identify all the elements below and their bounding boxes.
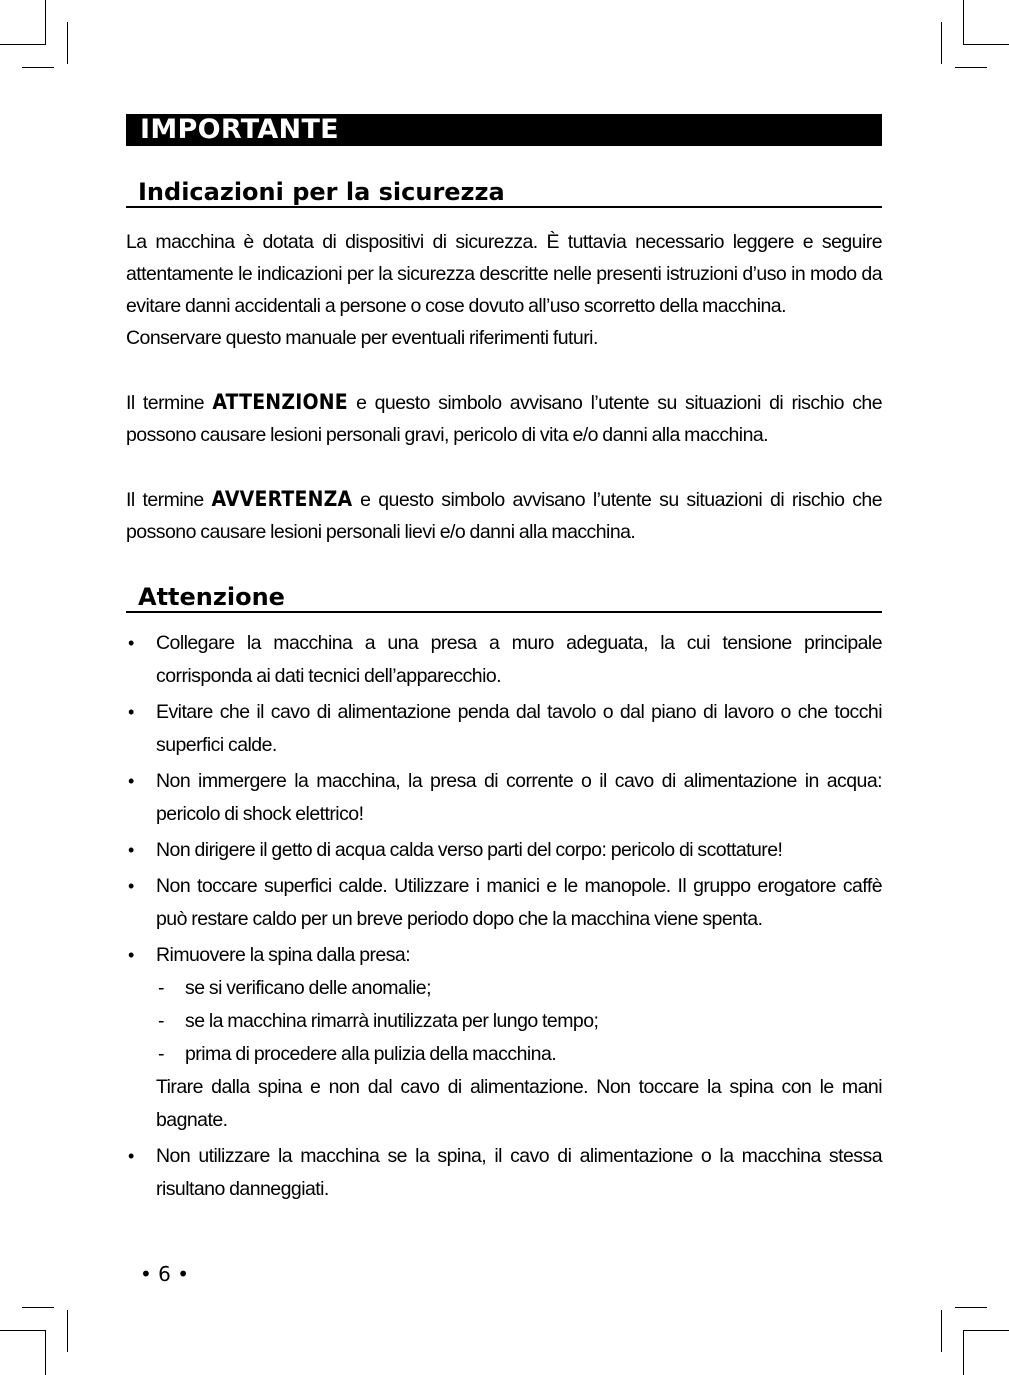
bullet-icon: • (128, 633, 134, 653)
section-banner (126, 114, 882, 146)
attention-list (126, 627, 882, 1209)
list-item-text: Evitare che il cavo di alimentazione penda dal tavolo o dal piano di lavoro o che tocchi superfici calde. (156, 701, 882, 756)
crop-mark (45, 0, 46, 44)
crop-mark (45, 1331, 46, 1375)
list-item-text: Non toccare superfici calde. Utilizzare i manici e le manopole. Il gruppo erogatore caffè può restare caldo per un breve periodo dopo che la macchina viene spenta. (156, 875, 882, 930)
warning-keyword: AVVERTENZA (211, 487, 353, 511)
crop-mark (963, 0, 964, 44)
crop-mark (0, 1330, 46, 1331)
warning-note-text: e questo simbolo avvisano l’utente su situazioni di rischio che possono causare lesioni personali lievi e/o danni alla macchina. (126, 489, 883, 543)
attention-note-prefix: Il termine (126, 392, 213, 414)
sub-list-item-text: prima di procedere alla pulizia della macchina. (185, 1043, 557, 1065)
keep-manual-text: Conservare questo manuale per eventuali riferimenti futuri. (126, 327, 598, 349)
list-item (126, 939, 882, 1137)
banner-title: IMPORTANTE (140, 114, 339, 145)
safety-intro-text: La macchina è dotata di dispositivi di sicurezza. È tuttavia necessario leggere e seguire attentamente le indicazioni per la sicurezza descritte nelle presenti istruzioni d’uso in modo da evitare danni accidentali a persone o cose dovuto all’uso scorretto della macchina. (126, 231, 882, 317)
attention-note (126, 386, 882, 451)
sub-list-item (156, 1038, 882, 1071)
crop-mark (67, 1310, 68, 1352)
list-item (126, 1140, 882, 1206)
list-item-text: Non dirigere il getto di acqua calda verso parti del corpo: pericolo di scottature! (156, 839, 783, 861)
crop-mark (955, 1307, 987, 1308)
sub-list-item (156, 1005, 882, 1038)
crop-mark (941, 22, 942, 64)
bullet-icon: • (128, 876, 134, 896)
dash-icon: - (158, 1043, 164, 1065)
bullet-icon: • (128, 1146, 134, 1166)
crop-mark (963, 1330, 1009, 1331)
crop-mark (955, 67, 987, 68)
attention-heading: Attenzione (126, 583, 882, 613)
sub-list-item (156, 972, 882, 1005)
crop-mark (941, 1310, 942, 1352)
crop-mark (22, 1307, 54, 1308)
list-item-text: Collegare la macchina a una presa a muro adeguata, la cui tensione principale corrisponda ai dati tecnici dell’apparecchio. (156, 632, 882, 687)
bullet-icon: • (128, 702, 134, 722)
safety-heading: Indicazioni per la sicurezza (126, 178, 882, 208)
dash-icon: - (158, 977, 164, 999)
crop-mark (963, 1331, 964, 1375)
attention-keyword: ATTENZIONE (212, 390, 348, 414)
unplug-sublist (156, 972, 882, 1071)
crop-mark (22, 67, 54, 68)
list-item (126, 834, 882, 867)
list-item (126, 765, 882, 831)
dash-icon: - (158, 1010, 164, 1032)
list-item-text: Non immergere la macchina, la presa di corrente o il cavo di alimentazione in acqua: pericolo di shock elettrico! (156, 770, 882, 825)
sub-list-item-text: se si verificano delle anomalie; (185, 977, 431, 999)
crop-mark (67, 22, 68, 64)
sub-list-item-text: se la macchina rimarrà inutilizzata per lungo tempo; (185, 1010, 599, 1032)
crop-mark (963, 44, 1009, 45)
unplug-note: Tirare dalla spina e non dal cavo di alimentazione. Non toccare la spina con le mani bagnate. (156, 1076, 882, 1131)
page-number: • 6 • (140, 1262, 190, 1286)
bullet-icon: • (128, 771, 134, 791)
bullet-icon: • (128, 945, 134, 965)
warning-note (126, 483, 882, 548)
warning-note-prefix: Il termine (126, 489, 212, 511)
bullet-icon: • (128, 840, 134, 860)
attention-note-text: e questo simbolo avvisano l’utente su situazioni di rischio che possono causare lesioni personali gravi, pericolo di vita e/o danni alla macchina. (126, 392, 882, 446)
list-item (126, 627, 882, 693)
list-item (126, 870, 882, 936)
list-item (126, 696, 882, 762)
list-item-text: Non utilizzare la macchina se la spina, il cavo di alimentazione o la macchina stessa risultano danneggiati. (156, 1145, 882, 1200)
safety-intro-paragraph (126, 226, 882, 354)
crop-mark (0, 44, 46, 45)
unplug-intro: Rimuovere la spina dalla presa: (156, 944, 411, 966)
